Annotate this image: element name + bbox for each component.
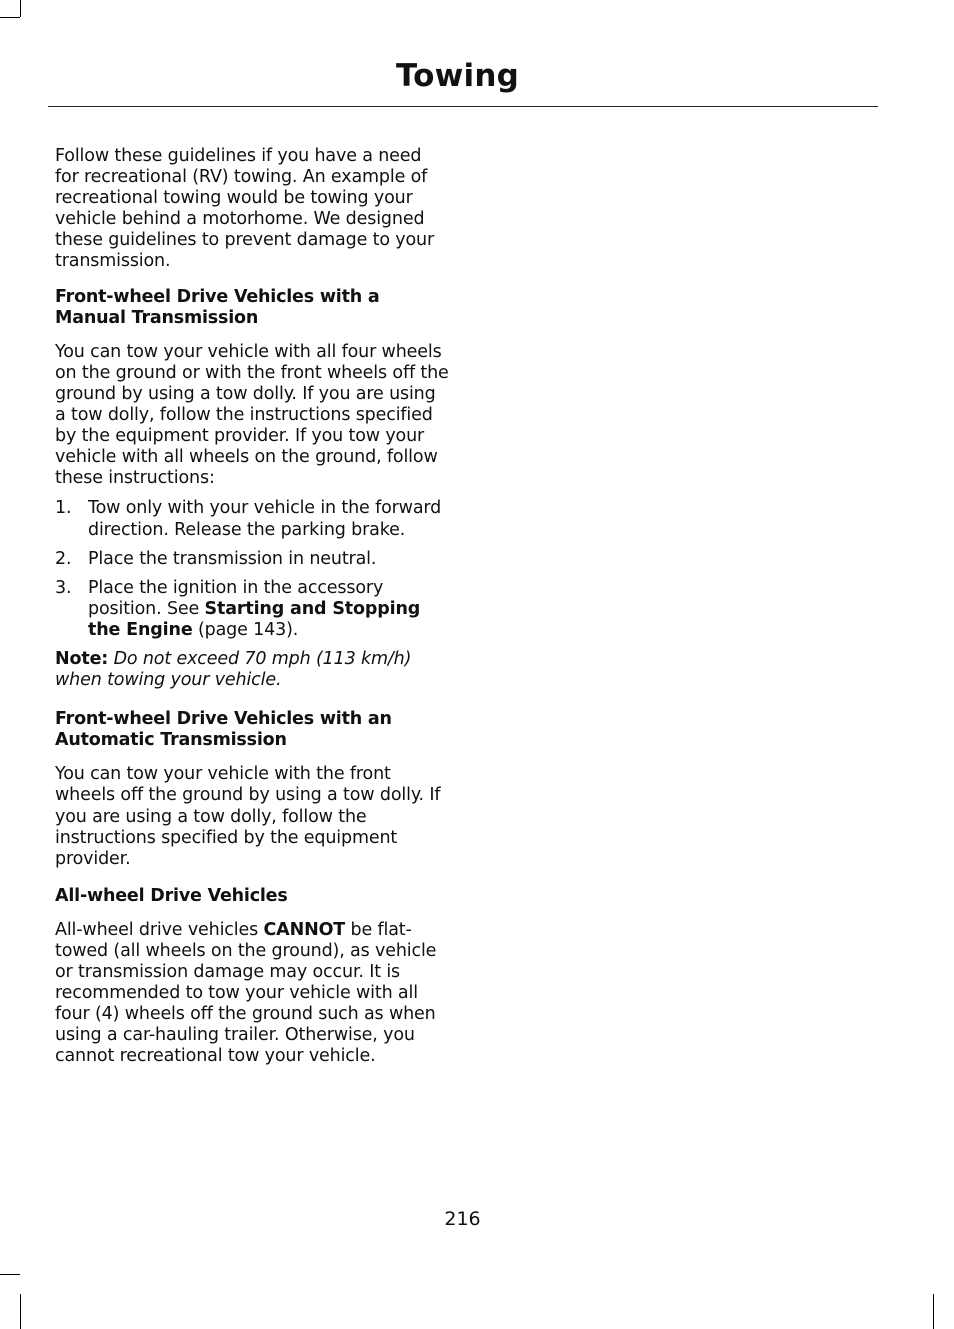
fwd-manual-body: You can tow your vehicle with all four wheels on the ground or with the front wheels off the ground by using a tow dolly. If you are using a tow dolly, follow the instructions specified by the equipment provider. If you tow your vehicle with all wheels on the ground, follow these instructions: [55, 341, 449, 489]
step-number: 3. [55, 577, 72, 598]
crop-mark [0, 17, 20, 18]
list-item [55, 549, 450, 570]
cross-reference-link[interactable]: Starting and Stopping the Engine [88, 598, 421, 640]
header-rule [48, 106, 878, 107]
crop-mark [933, 1294, 934, 1329]
main-column [55, 146, 450, 1082]
note-label: Note: [55, 648, 109, 669]
step-number: 2. [55, 548, 72, 569]
step-text: Tow only with your vehicle in the forward direction. Release the parking brake. [88, 498, 442, 540]
awd-body-end: be flat-towed (all wheels on the ground), as vehicle or transmission damage may occur. It is recommended to tow your vehicle with all four (4) wheels off the ground such as when using a car-hauling trailer. Otherwise, you cannot recreational tow your vehicle. [55, 919, 437, 1067]
fwd-manual-steps [55, 498, 450, 641]
note [55, 649, 450, 691]
page-reference: (page 143). [192, 619, 299, 640]
awd-body-start: All-wheel drive vehicles [55, 919, 264, 940]
list-item [55, 498, 450, 540]
step-text: Place the transmission in neutral. [88, 548, 377, 569]
crop-mark [20, 0, 21, 17]
section-heading-fwd-auto: Front-wheel Drive Vehicles with an Automatic Transmission [55, 709, 392, 751]
awd-body [55, 920, 450, 1068]
note-text: Do not exceed 70 mph (113 km/h) when towing your vehicle. [55, 648, 412, 691]
crop-mark [0, 1274, 20, 1275]
page-title: Towing [395, 58, 519, 94]
section-heading-awd: All-wheel Drive Vehicles [55, 885, 288, 906]
step-text: Place the ignition in the accessory position. See [88, 577, 384, 619]
list-item [55, 578, 450, 641]
crop-mark [20, 1294, 21, 1329]
fwd-auto-body: You can tow your vehicle with the front wheels off the ground by using a tow dolly. If you are using a tow dolly, follow the instructions specified by the equipment provider. [55, 764, 441, 869]
intro-paragraph: Follow these guidelines if you have a need for recreational (RV) towing. An example of recreational towing would be towing your vehicle behind a motorhome. We designed these guidelines to prevent damage to your transmission. [55, 146, 435, 272]
section-heading-fwd-manual: Front-wheel Drive Vehicles with a Manual Transmission [55, 286, 380, 328]
awd-emphasis: CANNOT [263, 919, 346, 940]
step-number: 1. [55, 498, 72, 519]
page-number: 216 [444, 1208, 481, 1230]
